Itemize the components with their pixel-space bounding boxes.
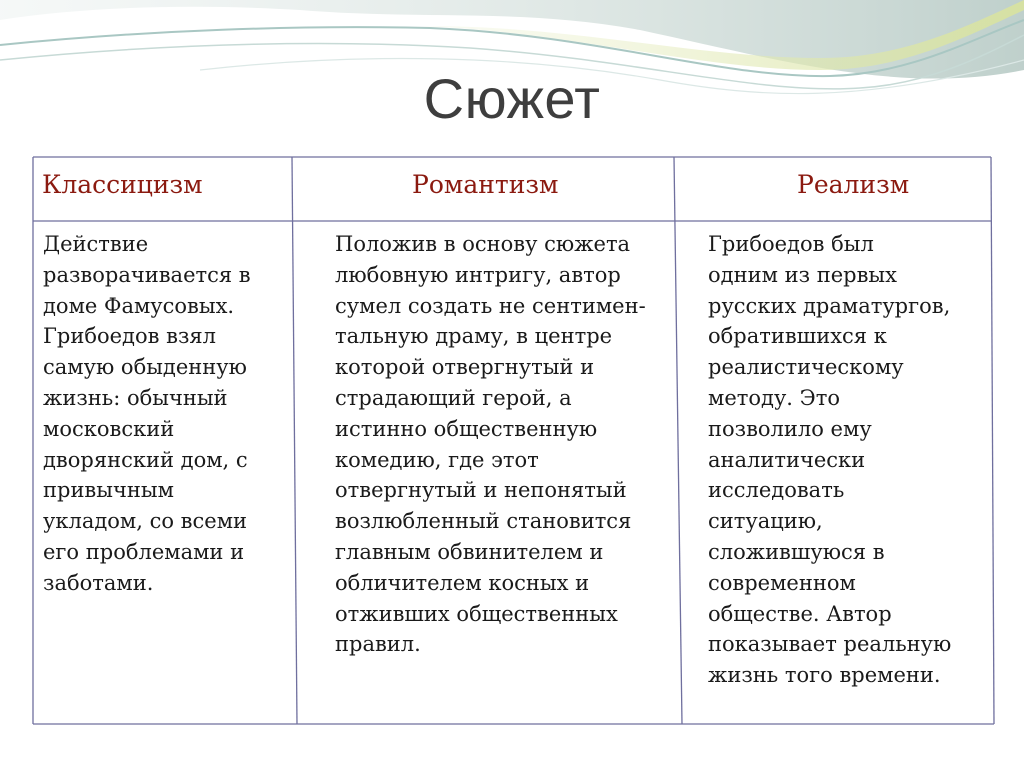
table-column-divider bbox=[292, 157, 297, 724]
cell-romanticism-text: Положив в основу сюжета любовную интригу, автор сумел создать не сентимен- тальную драму, в центре которой отвергнутый и страдающий герой, а истинно общественную комедию, где этот отвергнутый и непонятый возлюбленный становится главным обвинителем и обличителем косных и отживших общественных правил. bbox=[335, 232, 646, 657]
cell-classicism-text: Действие разворачивается в доме Фамусовых. Грибоедов взял самую обыденную жизнь: обычный московский дворянский дом, с привычным укладом, со всеми его проблемами и заботами. bbox=[43, 232, 251, 595]
slide-title: Сюжет bbox=[423, 67, 601, 130]
header-realism: Реализм bbox=[797, 170, 910, 199]
table-column-divider bbox=[674, 157, 682, 724]
cell-realism-text: Грибоедов был одним из первых русских драматургов, обратившихся к реалистическому методу. Это позволило ему аналитически исследовать ситуацию, сложившуюся в современном обществе. Автор показывает реальную жизнь того времени. bbox=[708, 232, 952, 688]
header-classicism: Классицизм bbox=[42, 170, 203, 199]
table-border-right bbox=[991, 157, 994, 724]
header-romanticism: Романтизм bbox=[412, 170, 559, 199]
